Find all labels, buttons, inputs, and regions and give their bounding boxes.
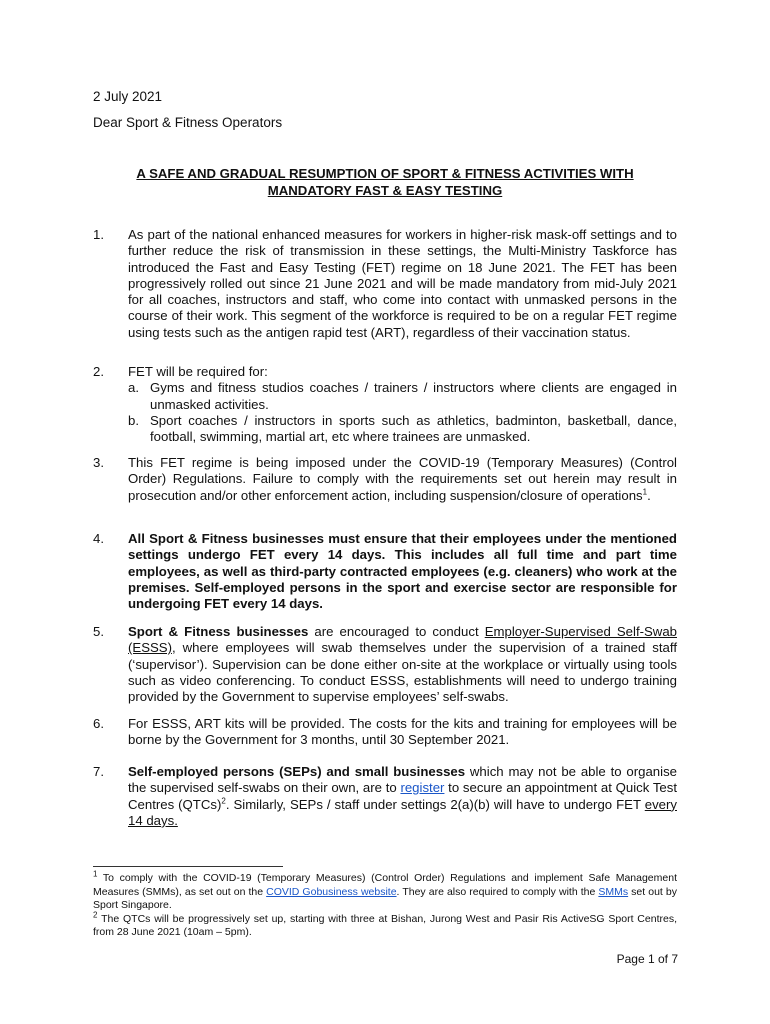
paragraph-text: As part of the national enhanced measures for workers in higher-risk mask-off settings and to further reduce the risk of transmission in these settings, the Multi-Ministry Taskforce has introduced the Fast and Easy Testing (FET) regime on 18 June 2021. The FET has been progressively rolled out since 21 June 2021 and will be made mandatory from mid-July 2021 for all coaches, instructors and staff, who come into contact with unmasked persons in the course of their work. This segment of the workforce is required to be on a regular FET regime using tests such as the antigen rapid test (ART), regardless of their vaccination status.: [128, 227, 677, 340]
paragraph-text: For ESSS, ART kits will be provided. The costs for the kits and training for employees will be borne by the Government for 3 months, until 30 September 2021.: [128, 716, 677, 748]
letter-title: [93, 165, 677, 199]
paragraph-text: [128, 764, 677, 829]
paragraph-number: 1.: [93, 227, 104, 242]
paragraph-number: 4.: [93, 531, 104, 546]
text-run: which may not be able to organise the supervised self-swabs on their own, are to: [128, 764, 678, 796]
list-item-text: Gyms and fitness studios coaches / trainers / instructors where clients are engaged in unmasked activities.: [150, 380, 677, 412]
text-run: , where employees will swab themselves under the supervision of a trained staff (‘supervisor’). Supervision can be done either on-site at the workplace or virtually using tools such as video conferencing. To conduct ESSS, establishments will need to undergo training provided by the Government to supervise employees’ self-swabs.: [128, 640, 677, 705]
title-line-2: MANDATORY FAST & EASY TESTING: [267, 183, 503, 198]
covid-gobusiness-link[interactable]: COVID Gobusiness website: [266, 885, 397, 898]
text-run: are encouraged to conduct: [308, 624, 485, 639]
paragraph-text: [128, 455, 677, 504]
footnote-ref-2: 2: [221, 796, 226, 806]
smms-link[interactable]: SMMs: [598, 885, 629, 898]
list-item-text: Sport coaches / instructors in sports such as athletics, badminton, basketball, dance, football, swimming, martial art, etc where trainees are unmasked.: [150, 412, 677, 445]
paragraph-text: All Sport & Fitness businesses must ensure that their employees under the mentioned settings undergo FET every 14 days. This includes all full time and part time employees, as well as third-party contracted employees (e.g. cleaners) who work at the premises. Self-employed persons in the sport and exercise sector are responsible for undergoing FET every 14 days.: [128, 531, 677, 612]
footnote-divider: [93, 866, 283, 867]
footnote-ref-1: 1: [642, 487, 648, 497]
footnote-1: [93, 869, 677, 913]
text-run: to secure an appointment at Quick Test Centres (QTCs): [128, 780, 677, 812]
sentence-end: .: [647, 487, 651, 503]
register-link[interactable]: register: [400, 780, 445, 796]
list-item: [128, 380, 677, 413]
list-intro: FET will be required for:: [128, 364, 268, 379]
paragraph-1: [93, 227, 677, 341]
paragraph-7: [93, 764, 677, 829]
paragraph-number: 7.: [93, 764, 104, 779]
text-run: . Similarly, SEPs / staff under settings 2(a)(b) will have to undergo FET: [225, 796, 645, 812]
footnote-marker: 2: [93, 910, 98, 919]
paragraph-text: [128, 364, 677, 445]
text-run: The QTCs will be progressively set up, starting with three at Bishan, Jurong West and Pasir Ris ActiveSG Sport Centres, from 28 June 2021 (10am – 5pm).: [93, 912, 677, 938]
text-run: set out by Sport Singapore.: [93, 885, 677, 911]
paragraph-number: 5.: [93, 624, 104, 639]
list-marker: a.: [128, 380, 139, 396]
bold-phrase: Sport & Fitness businesses: [128, 624, 309, 639]
paragraph-number: 3.: [93, 455, 104, 470]
paragraph-5: [93, 624, 677, 705]
text-run: To comply with the COVID-19 (Temporary Measures) (Control Order) Regulations and implement Safe Management Measures (SMMs), as set out on the: [93, 872, 677, 898]
bold-phrase: Self-employed persons (SEPs) and small businesses: [128, 764, 466, 779]
letter-date: 2 July 2021: [93, 89, 163, 104]
paragraph-text: [128, 624, 677, 705]
page-number: Page 1 of 7: [616, 952, 678, 966]
settings-list: [128, 380, 677, 445]
salutation: Dear Sport & Fitness Operators: [93, 115, 283, 130]
esss-term: Employer-Supervised Self-Swab (ESSS): [128, 624, 677, 656]
footnote-marker: 1: [93, 869, 98, 879]
title-line-1: A SAFE AND GRADUAL RESUMPTION OF SPORT & FITNESS ACTIVITIES WITH: [136, 166, 634, 181]
paragraph-3: [93, 455, 677, 504]
paragraph-number: 2.: [93, 364, 104, 379]
paragraph-4: [93, 531, 677, 612]
list-item: [128, 413, 677, 446]
underlined-phrase: every 14 days.: [128, 796, 677, 828]
list-marker: b.: [128, 412, 139, 428]
paragraph-2: [93, 364, 677, 445]
footnotes: [93, 869, 677, 940]
text-run: . They are also required to comply with the: [396, 885, 599, 898]
footnote-2: [93, 910, 677, 940]
paragraph-body: This FET regime is being imposed under the COVID-19 (Temporary Measures) (Control Order) Regulations. Failure to comply with the requirements set out herein may result in prosecution and/or other enforcement action, including suspension/closure of operations: [128, 455, 677, 503]
paragraph-6: [93, 716, 677, 749]
paragraph-number: 6.: [93, 716, 104, 731]
